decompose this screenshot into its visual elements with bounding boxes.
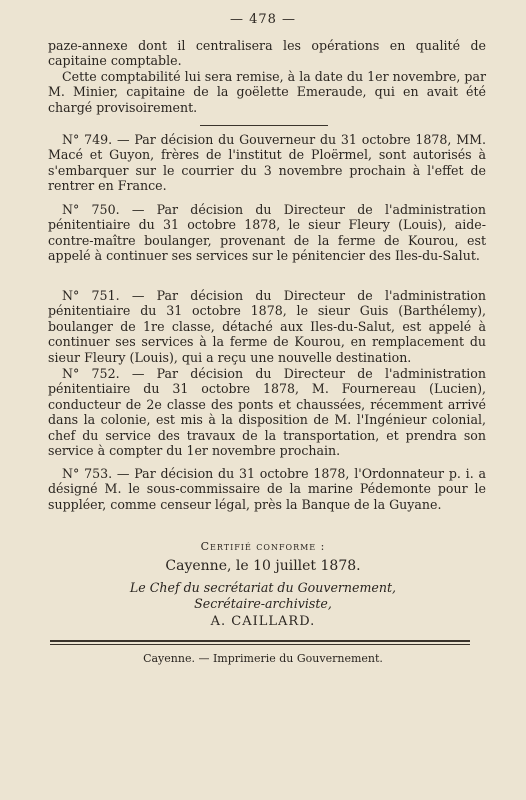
signer-subtitle: Secrétaire-archiviste, <box>194 596 332 611</box>
page-number: — 478 — <box>229 12 297 27</box>
decision-paragraph: N° 749. — Par décision du Gouverneur du 31 octobre 1878, MM. Macé et Guyon, frères de l'institut de Ploërmel, sont autorisés à s'embarquer sur le courrier du 3 novembre prochain à l'effet de rentrer en France. <box>48 132 486 194</box>
decision-752 <box>48 366 486 458</box>
certification-heading: Certifié conforme : <box>200 540 326 553</box>
imprint: Cayenne. — Imprimerie du Gouvernement. <box>143 652 383 665</box>
decision-750 <box>48 202 486 264</box>
intro-paragraph-1: paze-annexe dont il centralisera les opérations en qualité de capitaine comptable. <box>48 38 486 69</box>
decision-paragraph: N° 751. — Par décision du Directeur de l'administration pénitentiaire du 31 octobre 1878, le sieur Guis (Barthélemy), boulanger de 1re classe, détaché aux Iles-du-Salut, est appelé à continuer ses services à la ferme de Kourou, en remplacement du sieur Fleury (Louis), qui a reçu une nouvelle destination. <box>48 288 486 365</box>
place-date: Cayenne, le 10 juillet 1878. <box>165 558 361 574</box>
signer-title: Le Chef du secrétariat du Gouvernement, <box>129 580 397 595</box>
decision-749 <box>48 132 486 194</box>
section-divider <box>200 125 328 126</box>
footer-rule-thick <box>50 640 470 642</box>
decision-753 <box>48 466 486 512</box>
decision-paragraph: N° 753. — Par décision du 31 octobre 1878, l'Ordonnateur p. i. a désigné M. le sous-commissaire de la marine Pédemonte pour le suppléer, comme censeur légal, près la Banque de la Guyane. <box>48 466 486 512</box>
footer-rule-thin <box>50 644 470 645</box>
decision-paragraph: N° 752. — Par décision du Directeur de l'administration pénitentiaire du 31 octobre 1878, M. Fournereau (Lucien), conducteur de 2e classe des ponts et chaussées, récemment arrivé dans la colonie, est mis à la disposition de M. l'Ingénieur colonial, chef du service des travaux de la transportation, et prendra son service à compter du 1er novembre prochain. <box>48 366 486 459</box>
intro-paragraph-2: Cette comptabilité lui sera remise, à la date du 1er novembre, par M. Minier, capitaine de la goëlette Emeraude, qui en avait été chargé provisoirement. <box>48 68 486 115</box>
signature: A. CAILLARD. <box>210 614 316 629</box>
intro-section <box>48 38 486 115</box>
decision-paragraph: N° 750. — Par décision du Directeur de l'administration pénitentiaire du 31 octobre 1878, le sieur Fleury (Louis), aide-contre-maître boulanger, provenant de la ferme de Kourou, est appelé à continuer ses services sur le pénitencier des Iles-du-Salut. <box>48 202 486 264</box>
decision-751 <box>48 288 486 365</box>
